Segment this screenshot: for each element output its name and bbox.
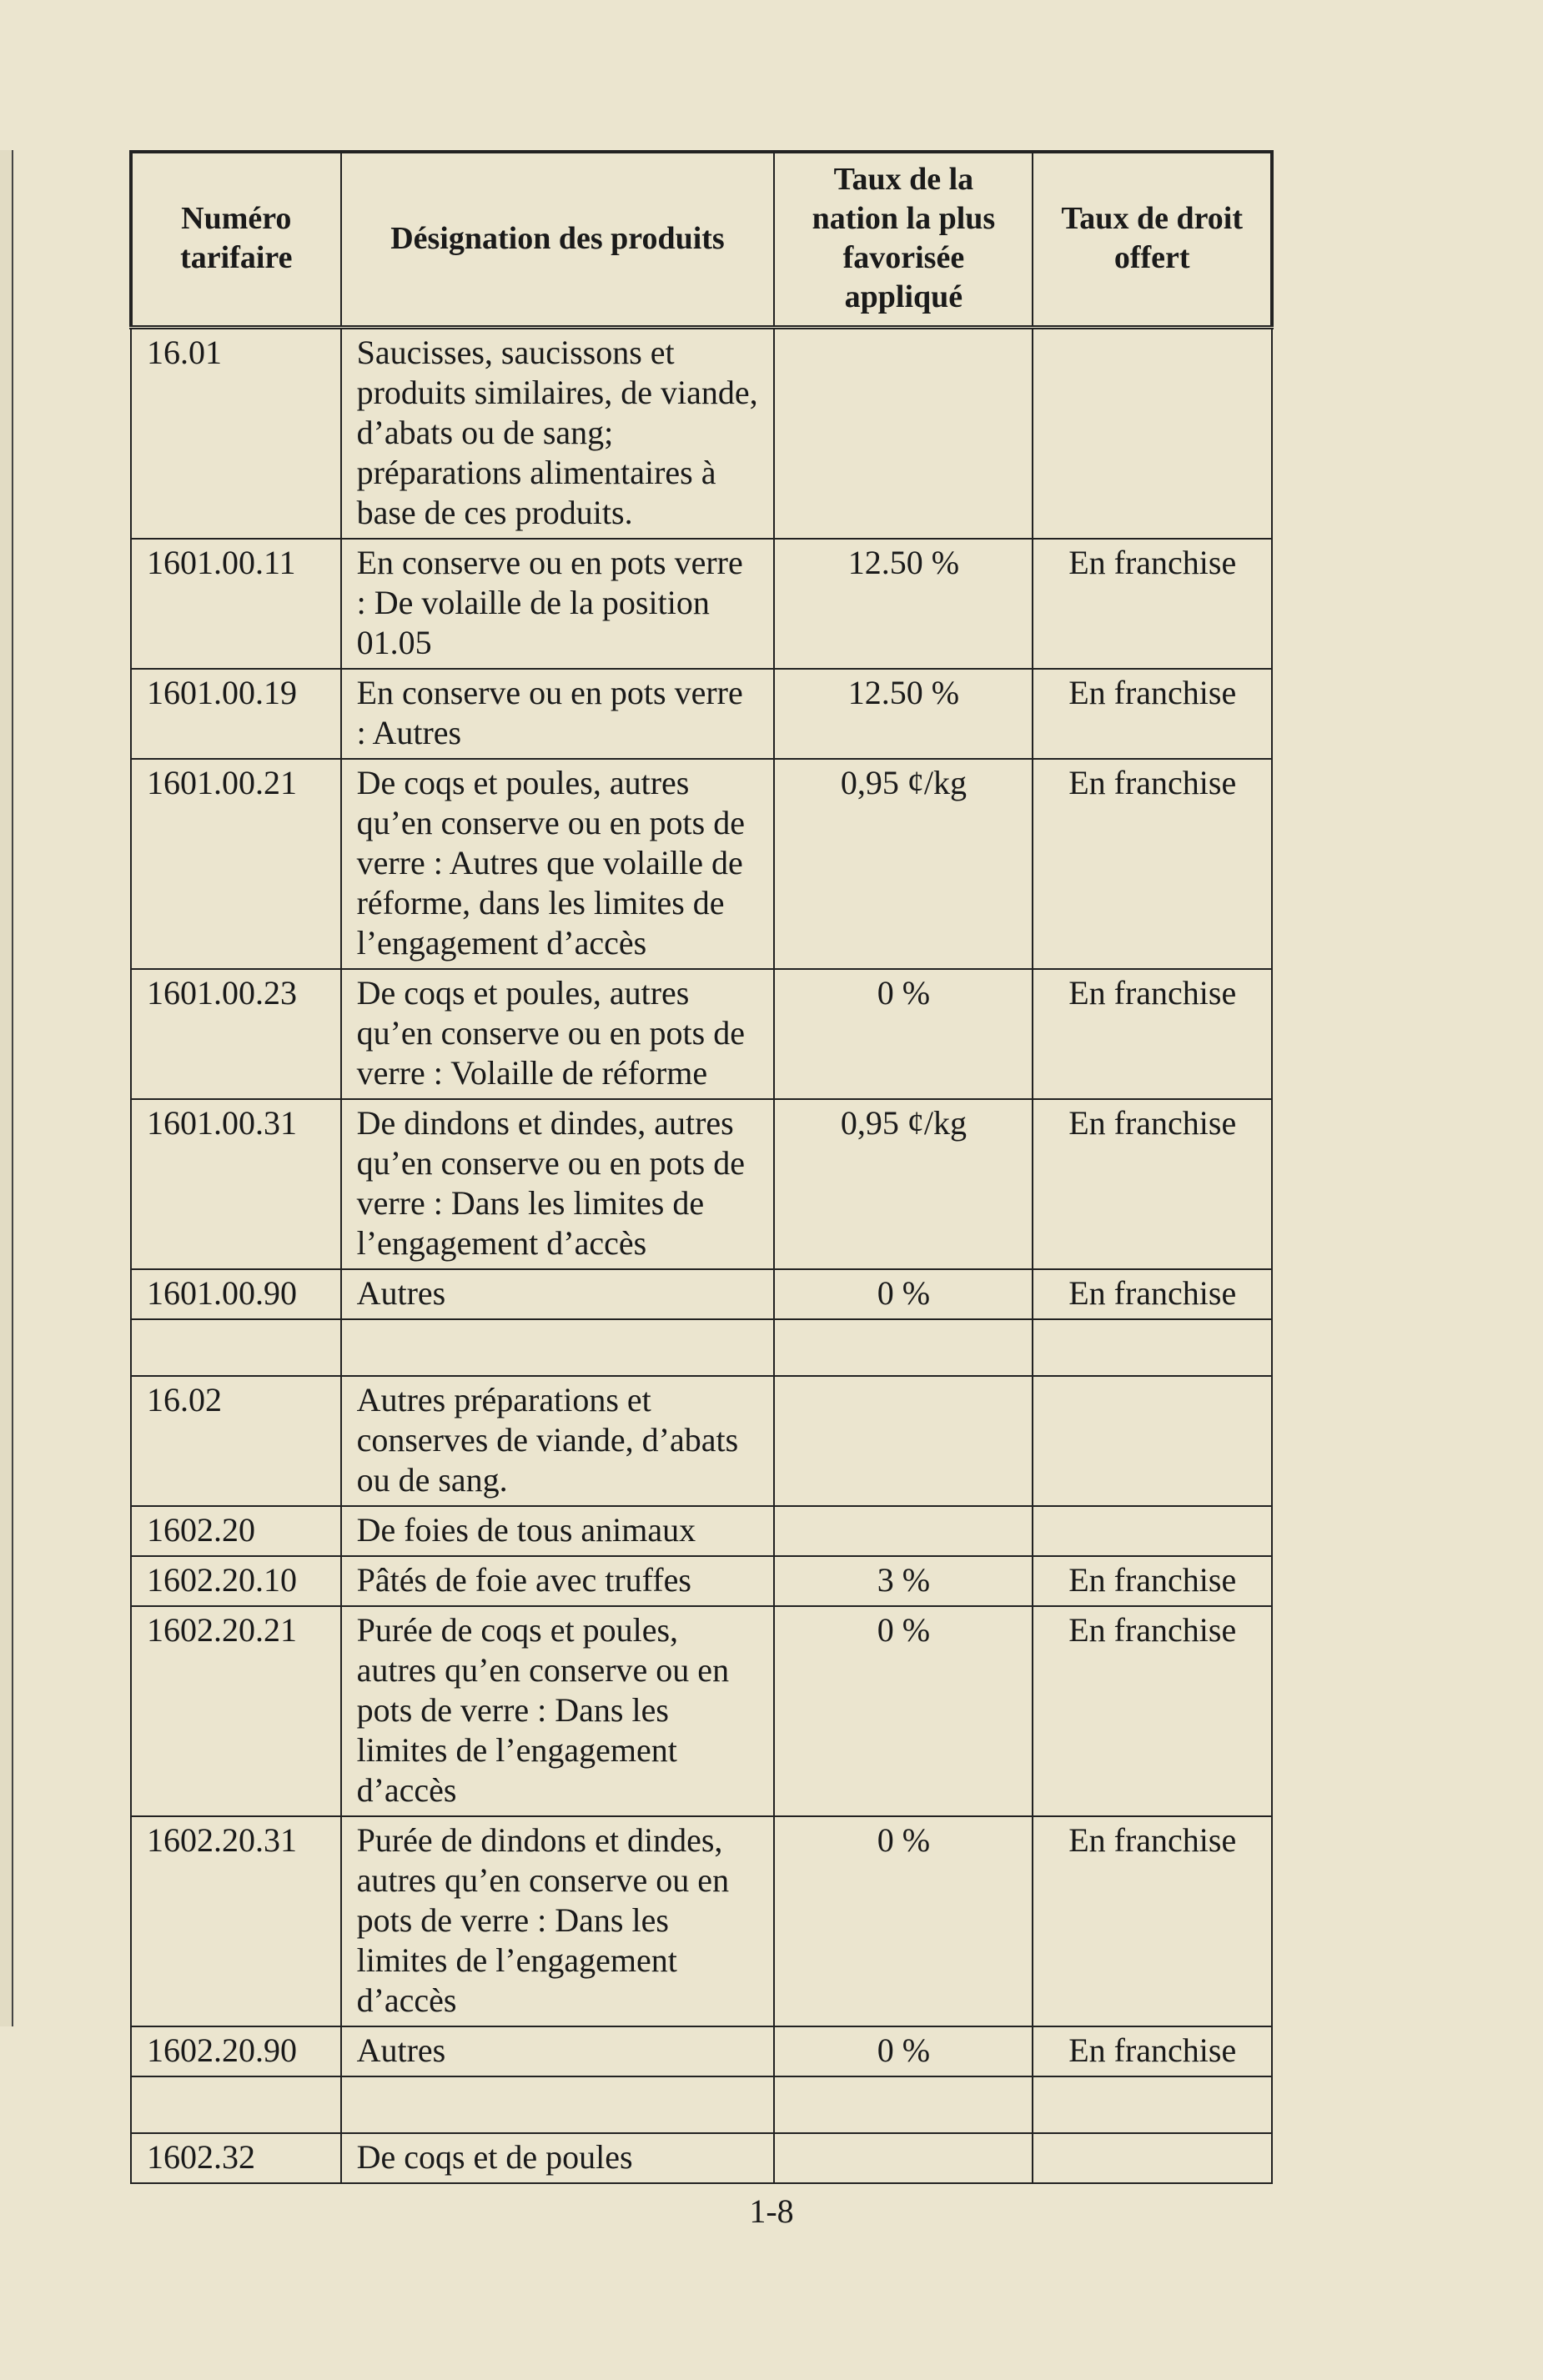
cell-tariff-number: 1602.20.21	[131, 1606, 341, 1816]
cell-tariff-number	[131, 2076, 341, 2133]
cell-offered-rate: En franchise	[1033, 2026, 1272, 2076]
table-row	[131, 1506, 1272, 1556]
cell-mfn-rate: 0 %	[774, 969, 1033, 1099]
header-designation: Désignation des produits	[341, 152, 775, 328]
table-row	[131, 2026, 1272, 2076]
table-row	[131, 1319, 1272, 1376]
cell-mfn-rate	[774, 1319, 1033, 1376]
cell-designation: De dindons et dindes, autres qu’en conserve ou en pots de verre : Dans les limites de l’engagement d’accès	[341, 1099, 775, 1269]
cell-offered-rate: En franchise	[1033, 1556, 1272, 1606]
cell-designation: En conserve ou en pots verre : Autres	[341, 669, 775, 759]
cell-mfn-rate	[774, 2133, 1033, 2183]
cell-mfn-rate	[774, 328, 1033, 540]
header-mfn-rate: Taux de la nation la plus favorisée appliqué	[774, 152, 1033, 328]
cell-mfn-rate	[774, 1376, 1033, 1506]
table-row	[131, 969, 1272, 1099]
cell-offered-rate: En franchise	[1033, 1269, 1272, 1319]
cell-mfn-rate: 12.50 %	[774, 669, 1033, 759]
cell-offered-rate	[1033, 1319, 1272, 1376]
tariff-table	[129, 150, 1274, 2184]
table-row	[131, 1376, 1272, 1506]
cell-tariff-number: 16.01	[131, 328, 341, 540]
cell-mfn-rate: 12.50 %	[774, 539, 1033, 669]
table-row	[131, 2076, 1272, 2133]
header-offered-rate: Taux de droit offert	[1033, 152, 1272, 328]
cell-offered-rate: En franchise	[1033, 1606, 1272, 1816]
cell-designation: Saucisses, saucissons et produits similaires, de viande, d’abats ou de sang; préparations alimentaires à base de ces produits.	[341, 328, 775, 540]
cell-mfn-rate: 0,95 ¢/kg	[774, 1099, 1033, 1269]
cell-designation: De coqs et poules, autres qu’en conserve ou en pots de verre : Volaille de réforme	[341, 969, 775, 1099]
adjacent-page-edge	[0, 150, 13, 2026]
cell-offered-rate: En franchise	[1033, 759, 1272, 969]
cell-tariff-number: 1602.20.90	[131, 2026, 341, 2076]
table-row	[131, 759, 1272, 969]
cell-offered-rate	[1033, 2076, 1272, 2133]
header-row	[131, 152, 1272, 328]
cell-designation	[341, 1319, 775, 1376]
cell-tariff-number: 1601.00.21	[131, 759, 341, 969]
cell-offered-rate: En franchise	[1033, 669, 1272, 759]
table-row	[131, 1556, 1272, 1606]
cell-designation: De foies de tous animaux	[341, 1506, 775, 1556]
cell-designation: De coqs et poules, autres qu’en conserve ou en pots de verre : Autres que volaille de réforme, dans les limites de l’engagement d’accès	[341, 759, 775, 969]
cell-tariff-number	[131, 1319, 341, 1376]
cell-tariff-number: 1602.20	[131, 1506, 341, 1556]
cell-mfn-rate: 0 %	[774, 1606, 1033, 1816]
cell-mfn-rate: 0,95 ¢/kg	[774, 759, 1033, 969]
cell-designation: Autres préparations et conserves de viande, d’abats ou de sang.	[341, 1376, 775, 1506]
table-row	[131, 328, 1272, 540]
cell-tariff-number: 1601.00.31	[131, 1099, 341, 1269]
cell-mfn-rate	[774, 2076, 1033, 2133]
page-number: 1-8	[749, 2192, 794, 2230]
cell-tariff-number: 1602.20.31	[131, 1816, 341, 2026]
cell-mfn-rate: 0 %	[774, 2026, 1033, 2076]
table-row	[131, 1606, 1272, 1816]
table-row	[131, 539, 1272, 669]
cell-tariff-number: 1601.00.23	[131, 969, 341, 1099]
cell-designation: Purée de coqs et poules, autres qu’en conserve ou en pots de verre : Dans les limites de l’engagement d’accès	[341, 1606, 775, 1816]
cell-tariff-number: 1602.20.10	[131, 1556, 341, 1606]
cell-designation	[341, 2076, 775, 2133]
cell-offered-rate	[1033, 1376, 1272, 1506]
cell-tariff-number: 1601.00.90	[131, 1269, 341, 1319]
cell-tariff-number: 1601.00.11	[131, 539, 341, 669]
cell-offered-rate	[1033, 1506, 1272, 1556]
cell-mfn-rate: 0 %	[774, 1269, 1033, 1319]
table-header	[131, 152, 1272, 328]
header-number: Numéro tarifaire	[131, 152, 341, 328]
cell-tariff-number: 16.02	[131, 1376, 341, 1506]
table-row	[131, 1816, 1272, 2026]
table-body	[131, 328, 1272, 2184]
cell-mfn-rate: 0 %	[774, 1816, 1033, 2026]
cell-designation: Pâtés de foie avec truffes	[341, 1556, 775, 1606]
cell-tariff-number: 1602.32	[131, 2133, 341, 2183]
cell-offered-rate: En franchise	[1033, 539, 1272, 669]
cell-designation: De coqs et de poules	[341, 2133, 775, 2183]
cell-offered-rate: En franchise	[1033, 969, 1272, 1099]
cell-designation: Autres	[341, 2026, 775, 2076]
cell-offered-rate: En franchise	[1033, 1099, 1272, 1269]
cell-mfn-rate: 3 %	[774, 1556, 1033, 1606]
cell-tariff-number: 1601.00.19	[131, 669, 341, 759]
table-row	[131, 1099, 1272, 1269]
cell-offered-rate: En franchise	[1033, 1816, 1272, 2026]
cell-offered-rate	[1033, 2133, 1272, 2183]
cell-designation: Autres	[341, 1269, 775, 1319]
cell-mfn-rate	[774, 1506, 1033, 1556]
cell-designation: Purée de dindons et dindes, autres qu’en conserve ou en pots de verre : Dans les limites de l’engagement d’accès	[341, 1816, 775, 2026]
cell-offered-rate	[1033, 328, 1272, 540]
table-row	[131, 2133, 1272, 2183]
table-row	[131, 669, 1272, 759]
table-row	[131, 1269, 1272, 1319]
cell-designation: En conserve ou en pots verre : De volaille de la position 01.05	[341, 539, 775, 669]
